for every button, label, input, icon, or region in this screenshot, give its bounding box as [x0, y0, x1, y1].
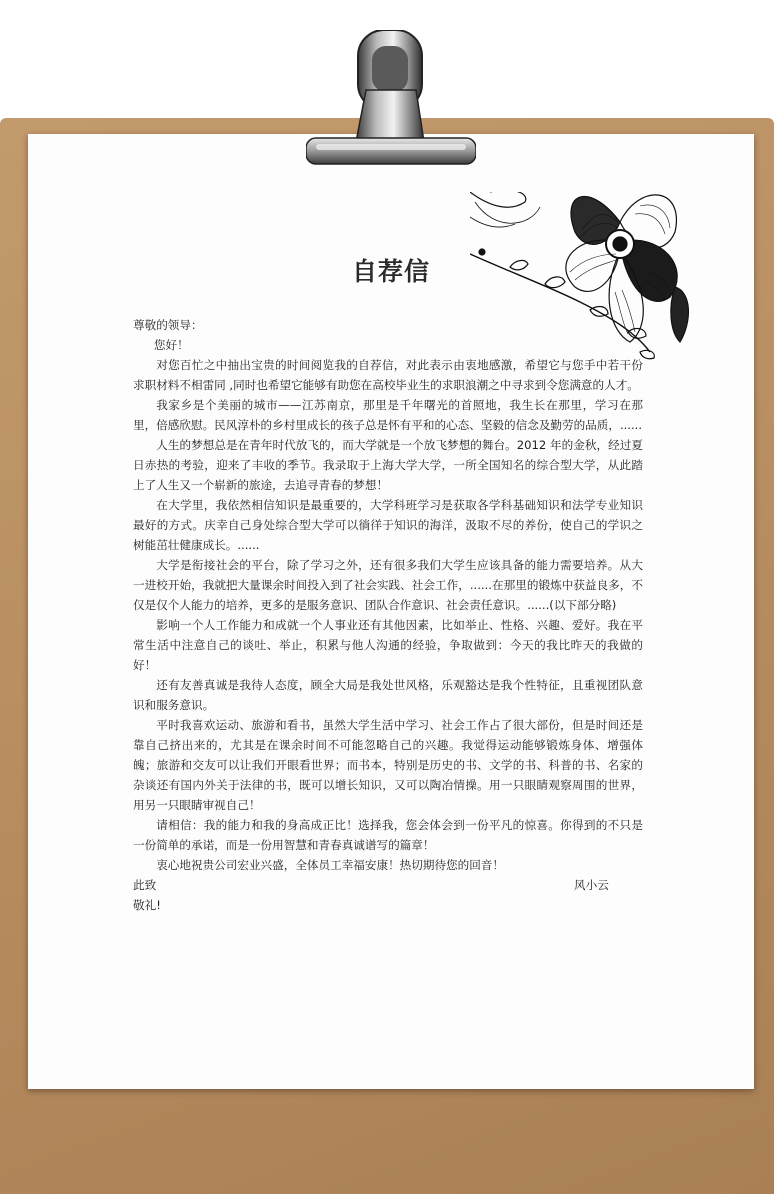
signature: 风小云 [574, 878, 609, 892]
letter-paper [28, 134, 754, 1089]
closing-line: 敬礼! [133, 898, 161, 912]
paragraph: 在大学里，我依然相信知识是最重要的，大学科班学习是获取各学科基础知识和法学专业知识最好的方式。庆幸自己身处综合型大学可以徜徉于知识的海洋，汲取不尽的养份，使自己的学识之树能茁壮健康成长。...... [133, 498, 643, 552]
paragraph: 影响一个人工作能力和成就一个人事业还有其他因素，比如举止、性格、兴趣、爱好。我在平常生活中注意自己的谈吐、举止，积累与他人沟通的经验，争取做到：今天的我比昨天的我做的好！ [133, 618, 643, 672]
paragraph: 平时我喜欢运动、旅游和看书，虽然大学生活中学习、社会工作占了很大部份，但是时间还是靠自己挤出来的，尤其是在课余时间不可能忽略自己的兴趣。我觉得运动能够锻炼身体、增强体魄；旅游和交友可以让我们开眼看世界；而书本，特别是历史的书、文学的书、科普的书、名家的杂谈还有国内外关于法律的书，既可以增长知识，又可以陶冶情操。用一只眼睛观察周围的世界，用另一只眼睛审视自己！ [133, 718, 643, 812]
paragraph: 还有友善真诚是我待人态度，顾全大局是我处世风格，乐观豁达是我个性特征，且重视团队意识和服务意识。 [133, 678, 643, 712]
page-title: 自荐信 [351, 257, 430, 286]
paragraph: 请相信：我的能力和我的身高成正比！选择我，您会体会到一份平凡的惊喜。你得到的不只是一份简单的承诺，而是一份用智慧和青春真诚谱写的篇章！ [133, 818, 643, 852]
paragraph: 衷心地祝贵公司宏业兴盛，全体员工幸福安康！热切期待您的回音！ [156, 858, 505, 872]
paragraph: 大学是衔接社会的平台，除了学习之外，还有很多我们大学生应该具备的能力需要培养。从大一进校开始，我就把大量课余时间投入到了社会实践、社会工作，......在那里的锻炼中获益良多，不仅是仅个人能力的培养，更多的是服务意识、团队合作意识、社会责任意识。......(以下部分略) [133, 558, 643, 612]
greeting: 您好！ [153, 338, 189, 352]
paragraph: 我家乡是个美丽的城市——江苏南京，那里是千年曙光的首照地，我生长在那里，学习在那里，倍感欣慰。民风淳朴的乡村里成长的孩子总是怀有平和的心态、坚毅的信念及勤劳的品质，...... [133, 398, 643, 432]
salutation: 尊敬的领导： [133, 318, 203, 332]
paragraph: 人生的梦想总是在青年时代放飞的，而大学就是一个放飞梦想的舞台。2012 年的金秋，经过夏日赤热的考验，迎来了丰收的季节。我录取于上海大学大学，一所全国知名的综合型大学，从此踏上了人生又一个崭新的旅途，去追寻青春的梦想！ [133, 438, 643, 492]
letter-body [133, 315, 643, 915]
paragraph: 对您百忙之中抽出宝贵的时间阅览我的自荐信，对此表示由衷地感激，希望它与您手中若干份求职材料不相雷同 ,同时也希望它能够有助您在高校毕业生的求职浪潮之中寻求到令您满意的人才。 [133, 358, 643, 392]
closing-line: 此致 [133, 878, 157, 892]
binder-clip-icon [306, 30, 476, 180]
